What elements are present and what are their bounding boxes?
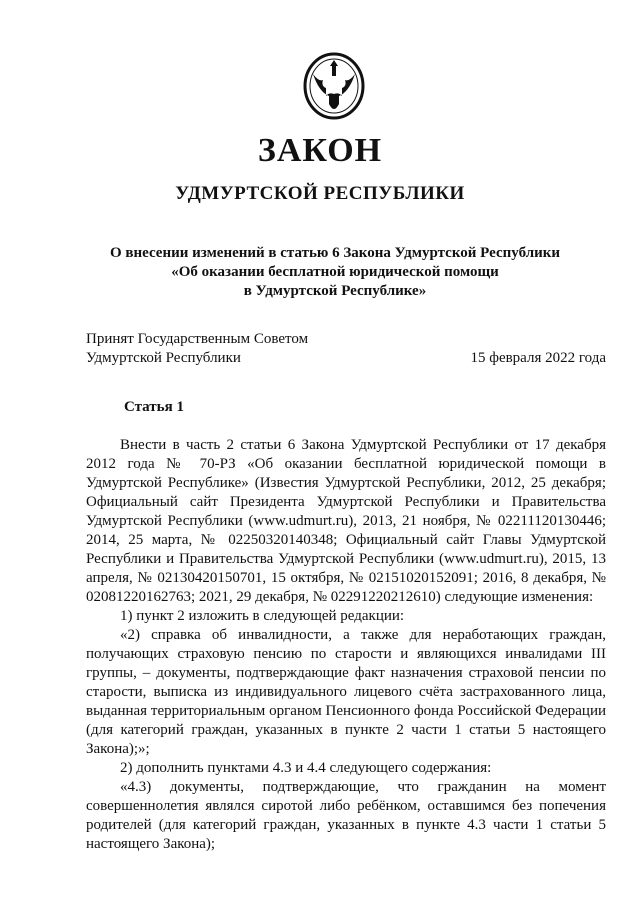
document-title: ЗАКОН bbox=[257, 132, 383, 169]
paragraph: «4.3) документы, подтверждающие, что гражданин на момент совершеннолетия являлся сиротой либо ребёнком, оставшимся без попечения родителей (для категорий граждан, указанных в пункте 4.3 части 1 статьи 5 настоящего Закона); bbox=[86, 779, 606, 852]
adoption-block bbox=[86, 330, 606, 368]
heading-line-3: в Удмуртской Республике» bbox=[243, 283, 427, 299]
paragraph: 1) пункт 2 изложить в следующей редакции: bbox=[120, 608, 405, 624]
paragraph: Внести в часть 2 статьи 6 Закона Удмуртской Республики от 17 декабря 2012 года № 70-РЗ «Об оказании бесплатной юридической помощи в Удмуртской Республике» (Известия Удмуртской Республики, 2012, 25 декабря; Официальный сайт Президента Удмуртской Республики и Правительства Удмуртской Республики (www.udmurt.ru), 2013, 21 ноября, № 02211120130446; 2014, 25 марта, № 02250320140348; Официальный сайт Главы Удмуртской Республики и Правительства Удмуртской Республики (www.udmurt.ru), 2015, 13 апреля, № 02130420150701, 15 октября, № 02151020152091; 2016, 8 декабря, № 02081220162763; 2021, 29 декабря, № 02291220212610) следующие изменения: bbox=[86, 437, 606, 605]
document-subtitle: УДМУРТСКОЙ РЕСПУБЛИКИ bbox=[175, 183, 465, 204]
adoption-date: 15 февраля 2022 года bbox=[470, 350, 606, 366]
udmurt-coat-of-arms-icon bbox=[299, 52, 369, 120]
article-body bbox=[86, 436, 606, 854]
heading-line-1: О внесении изменений в статью 6 Закона Удмуртской Республики bbox=[109, 245, 561, 261]
heading-line-2: «Об оказании бесплатной юридической помощи bbox=[171, 264, 499, 280]
adopted-line-2: Удмуртской Республики bbox=[86, 350, 241, 366]
law-heading bbox=[100, 244, 570, 301]
paragraph: «2) справка об инвалидности, а также для неработающих граждан, получающих страховую пенсию по старости и являющихся инвалидами III группы, – документы, подтверждающие факт назначения страховой пенсии по старости, выписка из индивидуального лицевого счёта застрахованного лица, выданная территориальным органом Пенсионного фонда Российской Федерации (для категорий граждан, указанных в пункте 2 части 1 статьи 5 настоящего Закона);»; bbox=[86, 627, 606, 757]
adopted-line-1: Принят Государственным Советом bbox=[86, 331, 309, 347]
paragraph: 2) дополнить пунктами 4.3 и 4.4 следующего содержания: bbox=[120, 760, 492, 776]
article-title: Статья 1 bbox=[124, 399, 184, 415]
